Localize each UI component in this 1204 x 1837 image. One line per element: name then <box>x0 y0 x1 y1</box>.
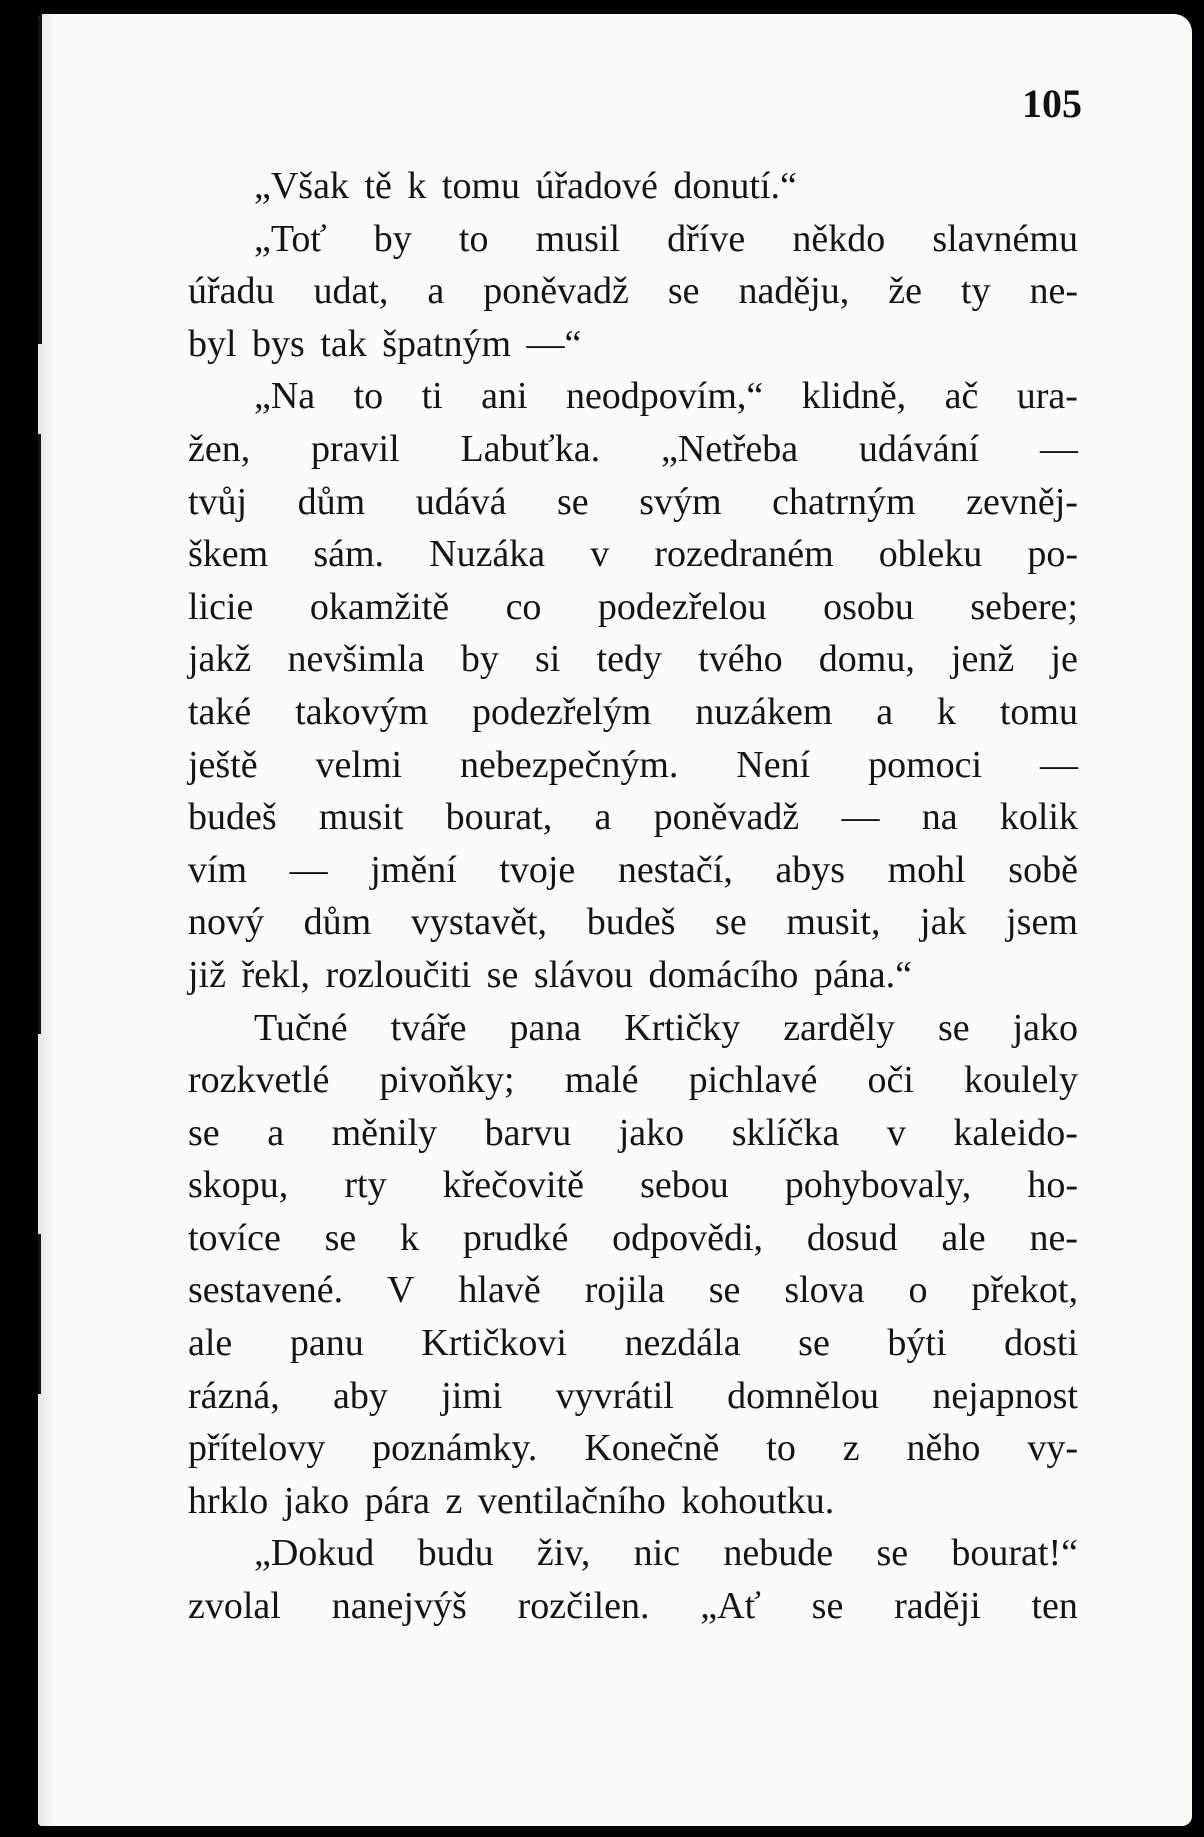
text-word: vím <box>188 848 248 891</box>
text-word: sebou <box>640 1164 729 1207</box>
text-word: musil <box>535 217 621 260</box>
text-word: úřadu <box>188 270 275 313</box>
text-line: byl bys tak špatným —“ <box>188 322 582 365</box>
text-line <box>188 1002 1078 1055</box>
text-word: rojila <box>584 1269 665 1312</box>
text-word: překot, <box>971 1269 1078 1312</box>
text-word: — <box>1039 743 1078 786</box>
text-word: musit, <box>786 901 881 944</box>
text-word: udat, <box>313 270 389 313</box>
text-word: měnily <box>331 1111 438 1154</box>
text-word: bourat!“ <box>951 1532 1078 1575</box>
text-word: klidně, <box>801 375 907 418</box>
text-word: jako <box>618 1111 685 1154</box>
text-word: „Toť <box>254 217 327 260</box>
text-word: oči <box>867 1059 914 1102</box>
text-word: zevněj- <box>966 480 1078 523</box>
text-word: ty <box>960 270 991 313</box>
text-word: udávání <box>858 427 980 470</box>
text-word: sestavené. <box>188 1269 344 1312</box>
text-word: pichlavé <box>688 1059 818 1102</box>
text-word: z <box>842 1427 860 1470</box>
text-word: ho- <box>1027 1164 1078 1207</box>
text-word: poznámky. <box>372 1427 538 1470</box>
text-word: něho <box>906 1427 981 1470</box>
text-word: nebezpečným. <box>460 743 679 786</box>
text-word: — <box>289 848 328 891</box>
text-word: „Ať <box>700 1585 761 1628</box>
page-number: 105 <box>1022 81 1082 126</box>
text-word: abys <box>775 848 846 891</box>
text-word: a <box>876 690 894 733</box>
text-word: tvoje <box>499 848 576 891</box>
text-word: musit <box>318 796 404 839</box>
text-line <box>188 739 1078 792</box>
binding-mark <box>38 434 41 1034</box>
text-line: „Však tě k tomu úřadové donutí.“ <box>254 165 797 207</box>
binding-mark <box>38 14 42 344</box>
text-word: se <box>557 480 589 523</box>
text-word: dříve <box>667 217 746 260</box>
text-word: rozčilen. <box>517 1585 650 1628</box>
text-word: se <box>708 1269 741 1312</box>
text-line <box>188 1422 1078 1475</box>
text-word: pivoňky; <box>379 1059 515 1102</box>
text-word: raději <box>894 1585 981 1628</box>
text-word: Konečně <box>584 1427 720 1470</box>
text-word: na <box>921 796 958 839</box>
text-word: ne- <box>1029 270 1078 313</box>
text-word: odpovědi, <box>612 1216 764 1259</box>
text-word: v <box>886 1111 906 1154</box>
text-word: ač <box>944 375 979 418</box>
text-word: bourat, <box>445 796 553 839</box>
text-word: jsem <box>1006 901 1078 944</box>
text-word: přítelovy <box>188 1427 326 1470</box>
text-word: nejapnost <box>932 1374 1078 1417</box>
text-word: kaleido- <box>953 1111 1078 1154</box>
text-word: hlavě <box>458 1269 541 1312</box>
text-word: Nuzáka <box>429 533 546 576</box>
text-word: a <box>427 270 445 313</box>
text-word: poněvadž <box>653 796 800 839</box>
text-word: si <box>535 638 561 681</box>
text-word: kolik <box>999 796 1078 839</box>
text-word: budu <box>417 1532 494 1575</box>
text-word: jako <box>1012 1006 1078 1049</box>
text-word: tvůj <box>188 480 248 523</box>
text-word: V <box>387 1269 415 1312</box>
text-word: zvolal <box>188 1585 281 1628</box>
text-word: slova <box>784 1269 865 1312</box>
text-word: — <box>841 796 880 839</box>
text-word: ale <box>941 1216 986 1259</box>
text-word: to <box>353 375 384 418</box>
text-word: rty <box>344 1164 387 1207</box>
text-word: velmi <box>315 743 403 786</box>
text-word: se <box>811 1585 844 1628</box>
text-word: barvu <box>484 1111 572 1154</box>
text-word: „Na <box>254 375 316 418</box>
text-word: se <box>667 270 700 313</box>
text-word: žen, <box>188 427 251 470</box>
text-word: budeš <box>586 901 676 944</box>
text-line <box>188 581 1078 634</box>
text-word: k <box>400 1216 420 1259</box>
text-line: hrklo jako pára z ventilačního kohoutku. <box>188 1479 835 1522</box>
text-line <box>188 633 1078 686</box>
binding-mark <box>38 1234 41 1394</box>
text-line <box>188 1107 1078 1160</box>
text-word: nebude <box>723 1532 834 1575</box>
text-word: v <box>590 533 610 576</box>
text-word: a <box>594 796 612 839</box>
text-line <box>188 1370 1078 1423</box>
text-word: rázná, <box>188 1374 280 1417</box>
text-word: slavnému <box>932 217 1078 260</box>
text-word: že <box>888 270 922 313</box>
text-word: pomoci <box>868 743 983 786</box>
text-word: ani <box>481 375 528 418</box>
text-word: nestačí, <box>617 848 733 891</box>
text-word: tvého <box>698 638 783 681</box>
text-word: osobu <box>823 585 914 628</box>
text-word: někdo <box>792 217 886 260</box>
text-word: budeš <box>188 796 277 839</box>
text-word: udává <box>415 480 507 523</box>
text-word: Krtičkovi <box>421 1322 567 1365</box>
text-word: neodpovím,“ <box>565 375 764 418</box>
text-word: pana <box>509 1006 582 1049</box>
text-word: podezřelou <box>597 585 767 628</box>
text-word: panu <box>289 1322 364 1365</box>
text-line <box>188 896 1078 949</box>
text-word: ne- <box>1029 1216 1078 1259</box>
text-word: dosud <box>806 1216 898 1259</box>
text-word: naděju, <box>738 270 850 313</box>
text-word: dům <box>303 901 372 944</box>
text-word: se <box>715 901 747 944</box>
text-word: také <box>188 690 252 733</box>
text-word: ura- <box>1016 375 1078 418</box>
text-word: ale <box>188 1322 233 1365</box>
text-word: licie <box>188 585 254 628</box>
text-word: tváře <box>390 1006 467 1049</box>
text-line <box>188 1212 1078 1265</box>
text-word: tedy <box>596 638 662 681</box>
text-line <box>188 1264 1078 1317</box>
text-word: aby <box>333 1374 388 1417</box>
text-word: jimi <box>441 1374 503 1417</box>
text-word: malé <box>564 1059 639 1102</box>
text-word: se <box>798 1322 830 1365</box>
text-word: ještě <box>188 743 258 786</box>
text-word: se <box>876 1532 909 1575</box>
text-line <box>188 844 1078 897</box>
text-word: podezřelým <box>472 690 652 733</box>
text-word: sebere; <box>970 585 1078 628</box>
text-word: by <box>460 638 499 681</box>
text-word: dosti <box>1004 1322 1078 1365</box>
text-word: — <box>1039 427 1078 470</box>
text-word: „Netřeba <box>660 427 799 470</box>
text-line <box>188 1317 1078 1370</box>
text-word: „Dokud <box>254 1532 375 1575</box>
text-word: a <box>267 1111 285 1154</box>
text-word: se <box>188 1111 220 1154</box>
text-line: již řekl, rozloučiti se slávou domácího pána.“ <box>188 953 912 996</box>
text-word: o <box>908 1269 928 1312</box>
text-word: sobě <box>1008 848 1078 891</box>
text-word: ten <box>1031 1585 1078 1628</box>
text-word: jmění <box>370 848 457 891</box>
text-line <box>188 423 1078 476</box>
text-word: se <box>937 1006 970 1049</box>
text-word: nevšimla <box>287 638 425 681</box>
text-line <box>188 476 1078 529</box>
text-word: co <box>505 585 542 628</box>
text-word: jakž <box>188 638 252 681</box>
text-word: Labuťka. <box>460 427 601 470</box>
text-word: Krtičky <box>624 1006 741 1049</box>
text-word: po- <box>1027 533 1078 576</box>
text-line <box>188 1054 1078 1107</box>
text-line <box>188 213 1078 266</box>
text-word: Tučné <box>254 1006 348 1049</box>
text-word: tovíce <box>188 1216 281 1259</box>
text-line <box>188 265 1078 318</box>
text-word: vy- <box>1027 1427 1078 1470</box>
text-word: mohl <box>887 848 966 891</box>
text-line <box>188 1580 1078 1633</box>
text-line <box>188 1527 1078 1580</box>
book-page <box>38 14 1192 1826</box>
text-word: sklíčka <box>731 1111 840 1154</box>
text-word: vyvrátil <box>555 1374 674 1417</box>
text-word: pohybovaly, <box>784 1164 972 1207</box>
text-word: tomu <box>999 690 1078 733</box>
text-word: prudké <box>462 1216 569 1259</box>
text-word: vystavět, <box>410 901 548 944</box>
text-word: jak <box>920 901 967 944</box>
text-word: skopu, <box>188 1164 289 1207</box>
text-word: je <box>1050 638 1078 681</box>
text-word: nic <box>633 1532 681 1575</box>
text-word: domu, <box>818 638 915 681</box>
text-word: by <box>373 217 412 260</box>
text-line <box>188 528 1078 581</box>
text-line <box>188 686 1078 739</box>
text-word: živ, <box>536 1532 591 1575</box>
text-line <box>188 791 1078 844</box>
text-word: chatrným <box>772 480 916 523</box>
text-word: to <box>458 217 489 260</box>
text-line <box>188 1159 1078 1212</box>
text-word: poněvadž <box>483 270 629 313</box>
text-word: pravil <box>311 427 400 470</box>
text-word: nanejvýš <box>331 1585 467 1628</box>
text-line <box>188 370 1078 423</box>
text-word: domnělou <box>727 1374 880 1417</box>
text-word: svým <box>639 480 722 523</box>
body-text <box>188 160 1078 1633</box>
text-word: obleku <box>878 533 983 576</box>
text-word: zarděly <box>783 1006 895 1049</box>
text-word: nuzákem <box>695 690 833 733</box>
text-word: škem <box>188 533 269 576</box>
text-word: se <box>324 1216 357 1259</box>
text-word: dům <box>297 480 366 523</box>
text-word: křečovitě <box>442 1164 585 1207</box>
text-word: takovým <box>295 690 429 733</box>
text-word: nezdála <box>624 1322 741 1365</box>
text-word: Není <box>736 743 811 786</box>
text-word: k <box>936 690 956 733</box>
text-word: býti <box>887 1322 947 1365</box>
text-word: to <box>766 1427 796 1470</box>
text-word: nový <box>188 901 264 944</box>
text-word: sám. <box>313 533 385 576</box>
text-word: ti <box>421 375 443 418</box>
text-word: koulely <box>963 1059 1078 1102</box>
text-word: rozedraném <box>654 533 834 576</box>
text-word: jenž <box>951 638 1015 681</box>
text-word: rozkvetlé <box>188 1059 330 1102</box>
text-word: okamžitě <box>309 585 450 628</box>
